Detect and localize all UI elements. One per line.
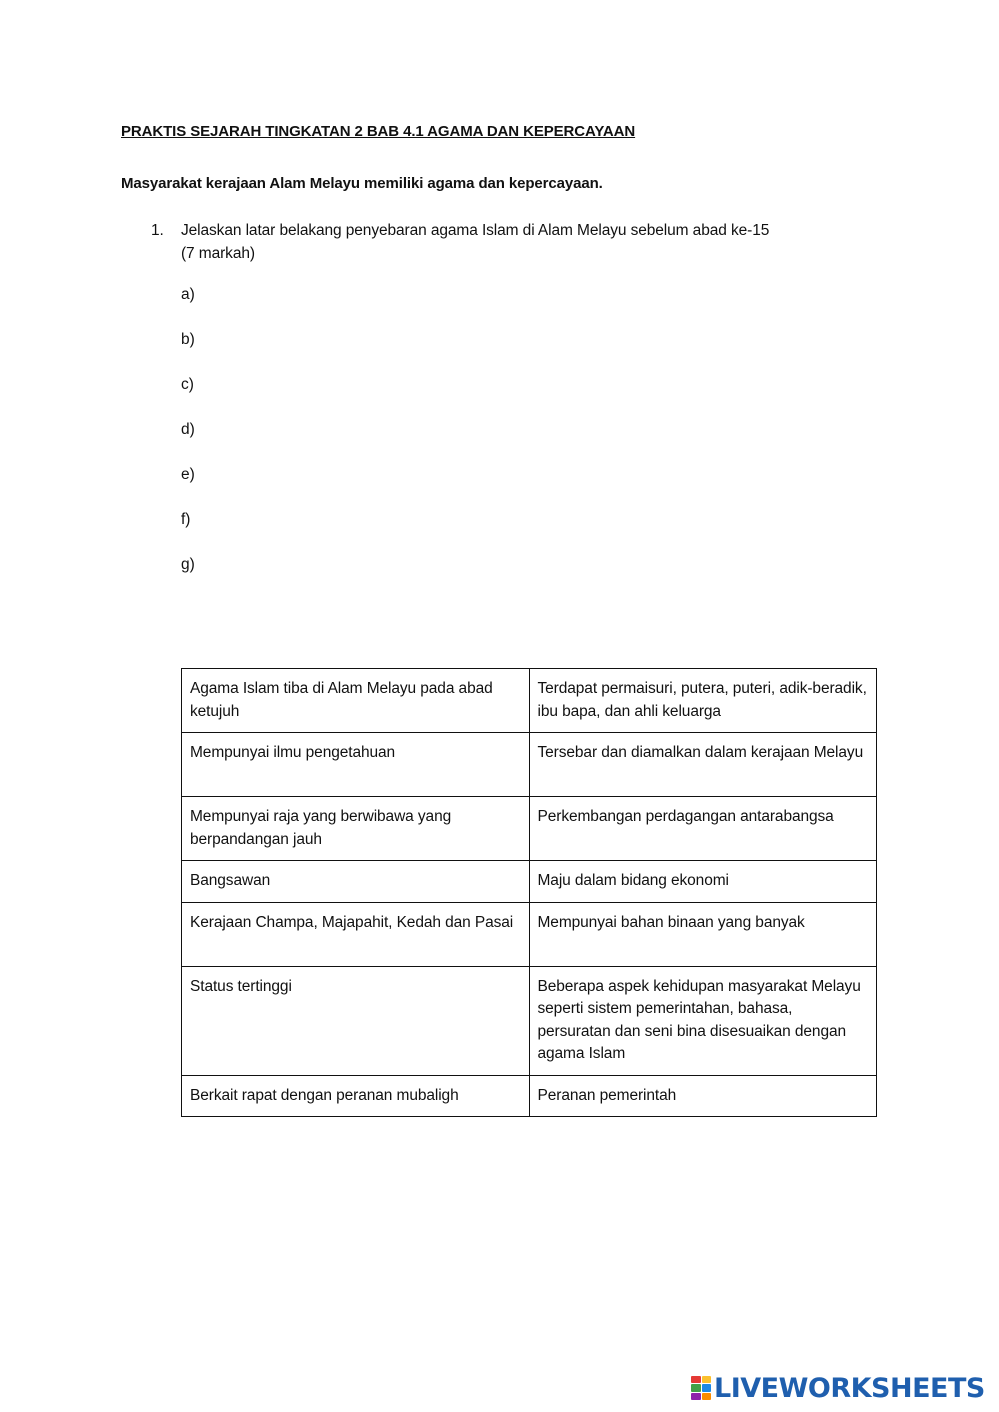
- option-cell[interactable]: Tersebar dan diamalkan dalam kerajaan Melayu: [529, 733, 877, 797]
- question-text: [181, 219, 861, 265]
- question-number: 1.: [151, 222, 164, 239]
- logo-badge-cell: [691, 1393, 701, 1400]
- table-row: [182, 733, 877, 797]
- logo-badge-icon: [691, 1376, 711, 1400]
- table-row: [182, 1075, 877, 1117]
- table-row: [182, 966, 877, 1075]
- option-cell[interactable]: Beberapa aspek kehidupan masyarakat Melayu seperti sistem pemerintahan, bahasa, persuratan dan seni bina disesuaikan dengan agama Islam: [529, 966, 877, 1075]
- option-cell[interactable]: Maju dalam bidang ekonomi: [529, 861, 877, 903]
- option-cell[interactable]: Mempunyai raja yang berwibawa yang berpandangan jauh: [182, 797, 530, 861]
- option-cell[interactable]: Mempunyai bahan binaan yang banyak: [529, 902, 877, 966]
- question-text-line: Jelaskan latar belakang penyebaran agama Islam di Alam Melayu sebelum abad ke-15: [181, 222, 770, 239]
- question-marks: (7 markah): [181, 245, 255, 262]
- table-row: [182, 797, 877, 861]
- logo-badge-cell: [691, 1376, 701, 1383]
- table-row: [182, 861, 877, 903]
- page-title: PRAKTIS SEJARAH TINGKATAN 2 BAB 4.1 AGAMA DAN KEPERCAYAAN: [121, 123, 636, 140]
- option-cell[interactable]: Terdapat permaisuri, putera, puteri, adik-beradik, ibu bapa, dan ahli keluarga: [529, 669, 877, 733]
- option-cell[interactable]: Kerajaan Champa, Majapahit, Kedah dan Pasai: [182, 902, 530, 966]
- options-table: [181, 668, 877, 1117]
- option-cell[interactable]: Berkait rapat dengan peranan mubaligh: [182, 1075, 530, 1117]
- option-cell[interactable]: Agama Islam tiba di Alam Melayu pada abad ketujuh: [182, 669, 530, 733]
- answer-label-d: d): [181, 421, 195, 438]
- logo-badge-cell: [691, 1384, 701, 1391]
- logo-text: LIVEWORKSHEETS: [714, 1372, 985, 1404]
- liveworksheets-logo: [691, 1373, 985, 1403]
- option-cell[interactable]: Mempunyai ilmu pengetahuan: [182, 733, 530, 797]
- logo-badge-cell: [702, 1384, 712, 1391]
- option-cell[interactable]: Status tertinggi: [182, 966, 530, 1075]
- option-cell[interactable]: Perkembangan perdagangan antarabangsa: [529, 797, 877, 861]
- answer-label-b: b): [181, 331, 195, 348]
- answer-label-a: a): [181, 286, 195, 303]
- logo-badge-cell: [702, 1393, 712, 1400]
- table-row: [182, 902, 877, 966]
- answer-label-e: e): [181, 466, 195, 483]
- table-row: [182, 669, 877, 733]
- intro-statement: Masyarakat kerajaan Alam Melayu memiliki agama dan kepercayaan.: [121, 175, 603, 192]
- answer-label-f: f): [181, 511, 191, 528]
- answer-label-g: g): [181, 556, 195, 573]
- answer-label-c: c): [181, 376, 194, 393]
- logo-badge-cell: [702, 1376, 712, 1383]
- option-cell[interactable]: Bangsawan: [182, 861, 530, 903]
- option-cell[interactable]: Peranan pemerintah: [529, 1075, 877, 1117]
